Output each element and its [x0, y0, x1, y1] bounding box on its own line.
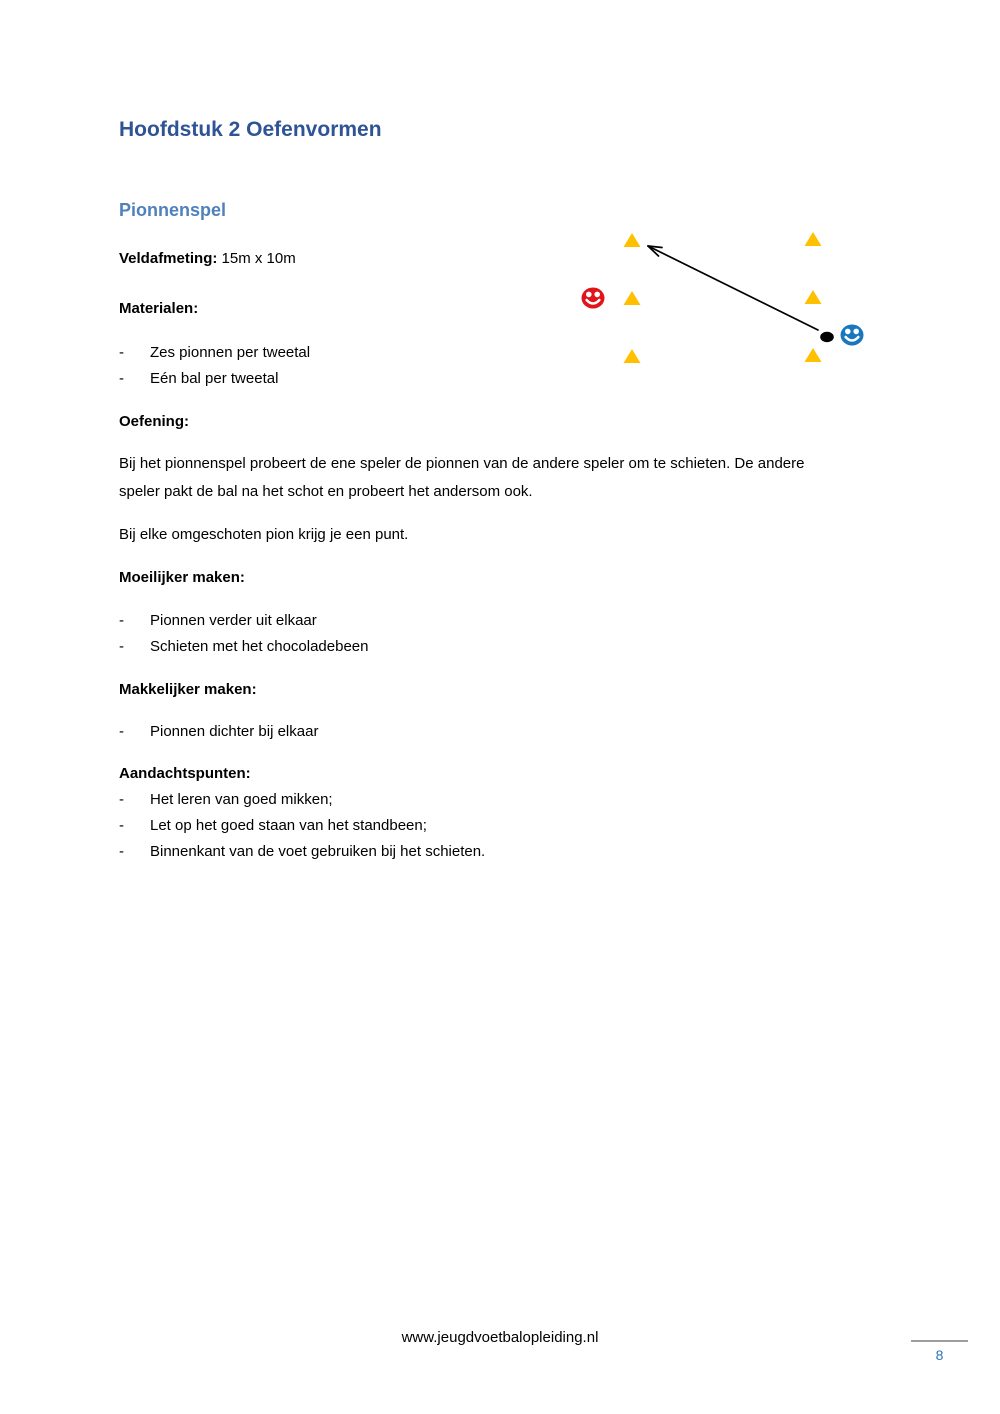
- list-item-text: Binnenkant van de voet gebruiken bij het schieten.: [150, 843, 486, 860]
- list-item: [119, 608, 881, 634]
- shot-arrow: [648, 246, 818, 330]
- attention-list: [119, 787, 881, 865]
- exercise-diagram: [570, 222, 890, 372]
- list-item-text: Let op het goed staan van het standbeen;: [150, 817, 427, 834]
- list-item-text: Zes pionnen per tweetal: [150, 344, 311, 361]
- list-item-text: Eén bal per tweetal: [150, 370, 279, 387]
- page-number: 8: [911, 1340, 968, 1364]
- cone-icon: [805, 232, 822, 246]
- bullet-marker: -: [119, 723, 124, 740]
- bullet-marker: -: [119, 843, 124, 860]
- blue-player-icon: [841, 325, 864, 346]
- scoring-note: Bij elke omgeschoten pion krijg je een punt.: [119, 526, 409, 543]
- bullet-marker: -: [119, 791, 124, 808]
- list-item: [119, 719, 881, 745]
- cone-icon: [624, 291, 641, 305]
- list-item-text: Pionnen dichter bij elkaar: [150, 723, 319, 740]
- list-item-text: Schieten met het chocoladebeen: [150, 638, 369, 655]
- cone-icon: [624, 233, 641, 247]
- easier-list: [119, 719, 881, 745]
- bullet-marker: -: [119, 370, 124, 387]
- materials-heading: Materialen:: [119, 300, 199, 317]
- list-item-text: Pionnen verder uit elkaar: [150, 612, 317, 629]
- section-heading: Pionnenspel: [119, 200, 227, 220]
- bullet-marker: -: [119, 612, 124, 629]
- list-item: [119, 787, 881, 813]
- cone-icon: [805, 348, 822, 362]
- harder-heading: Moeilijker maken:: [119, 569, 245, 586]
- list-item: [119, 634, 881, 660]
- attention-heading: Aandachtspunten:: [119, 765, 251, 782]
- easier-heading: Makkelijker maken:: [119, 681, 257, 698]
- footer-url: www.jeugdvoetbalopleiding.nl: [401, 1329, 599, 1346]
- list-item: [119, 839, 881, 865]
- bullet-marker: -: [119, 638, 124, 655]
- harder-list: [119, 608, 881, 660]
- exercise-description: Bij het pionnenspel probeert de ene speler de pionnen van de andere speler om te schieten. De andere speler pakt de bal na het schot en probeert het andersom ook.: [119, 455, 805, 500]
- ball-icon: [820, 332, 834, 342]
- field-size-label: Veldafmeting:: [119, 250, 218, 267]
- list-item: [119, 813, 881, 839]
- red-player-icon: [582, 288, 605, 309]
- chapter-heading: Hoofdstuk 2 Oefenvormen: [119, 118, 382, 141]
- field-size-value: 15m x 10m: [221, 250, 296, 267]
- bullet-marker: -: [119, 817, 124, 834]
- cone-icon: [624, 349, 641, 363]
- bullet-marker: -: [119, 344, 124, 361]
- exercise-heading: Oefening:: [119, 413, 189, 430]
- list-item-text: Het leren van goed mikken;: [150, 791, 333, 808]
- cone-icon: [805, 290, 822, 304]
